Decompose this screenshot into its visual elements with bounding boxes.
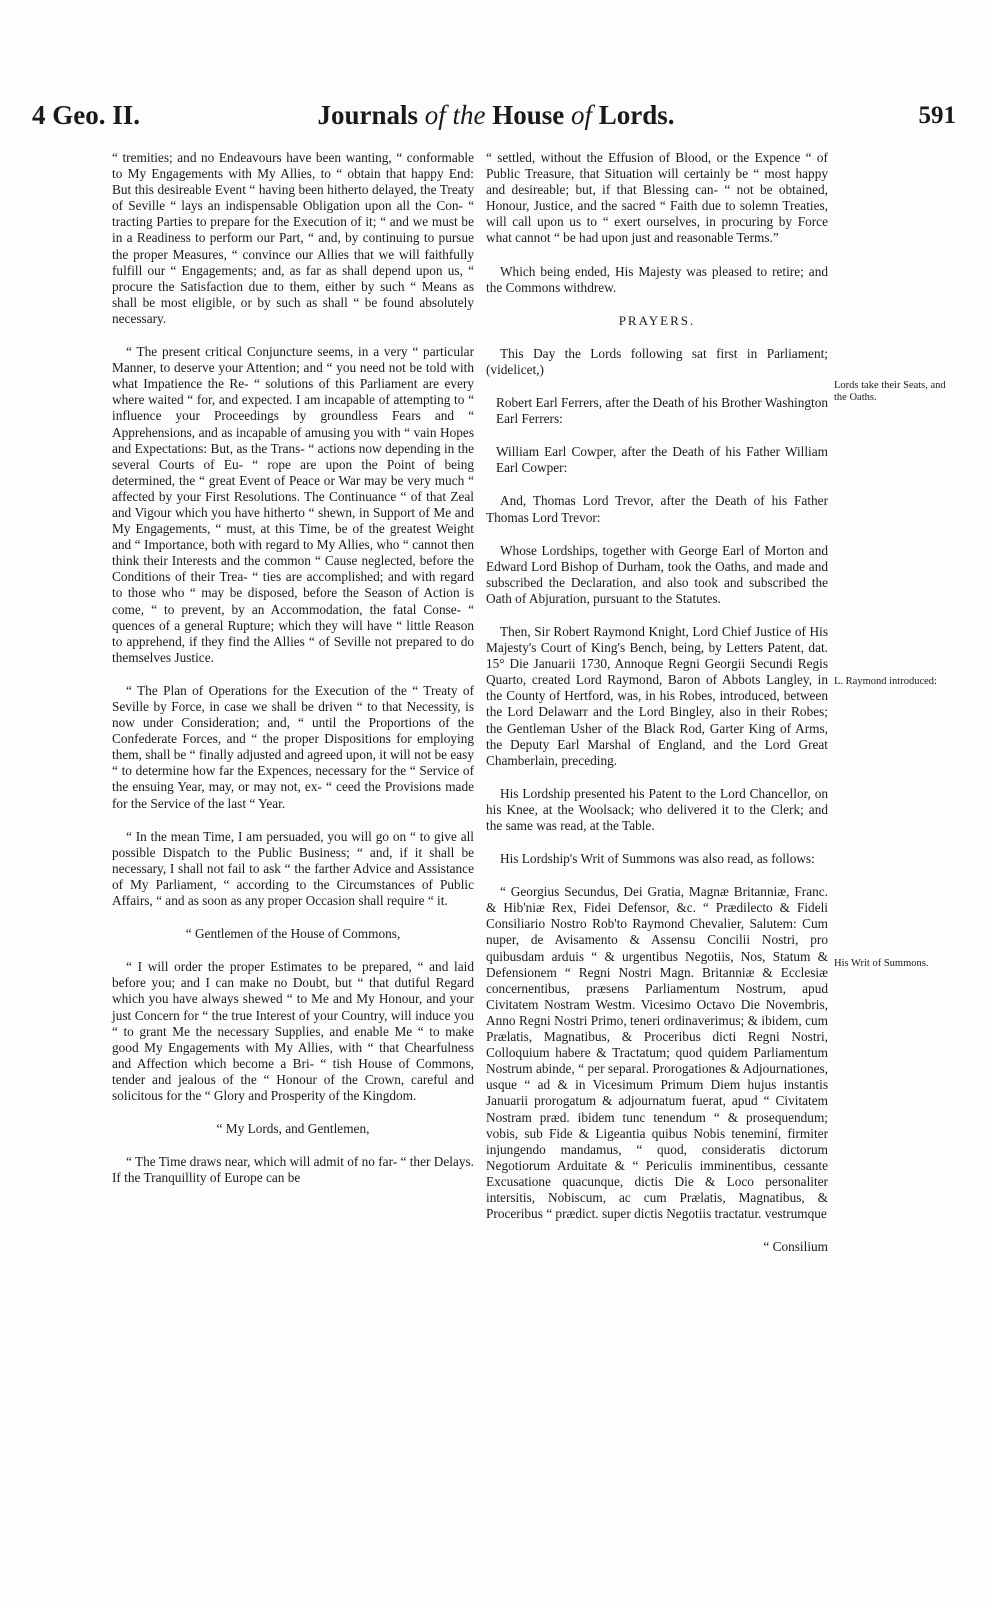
title-journals: Journals [317,100,418,130]
speech-paragraph-6: “ The Time draws near, which will admit of no far- “ ther Delays. If the Tranquillity of Europe can be [112,1154,474,1186]
margin-note-lords-take-seats: Lords take their Seats, and the Oaths. [834,380,946,403]
speech-paragraph-5: “ I will order the proper Estimates to be prepared, “ and laid before you; and I can make no Doubt, but “ that dutiful Regard which you have always shewed “ to Me and My Honour, and your just Concern for “ the true Interest of your Country, will induce you “ to grant Me the necessary Supplies, and enable Me “ to make good My Engagements with My Allies, with “ that Chearfulness and Affection which become a Bri- “ tish House of Commons, tender and jealous of the “ Honour of the Crown, careful and solicitous for the “ Glory and Prosperity of the Kingdom. [112,959,474,1103]
speech-conclusion: “ settled, without the Effusion of Blood, or the Expence “ of Public Treasure, that Situation will certainly be “ most happy and desireable; but, if that Blessing can- “ not be obtained, Honour, Justice, and the sacred “ Faith due to solemn Treaties, will call upon us to “ exert ourselves, in procuring by Force what cannot “ be had upon just and reasonable Terms.” [486,150,828,246]
speech-paragraph-3: “ The Plan of Operations for the Execution of the “ Treaty of Seville by Force, in case we shall be driven “ to that Necessity, is now under Consideration; and, “ until the Proportions of the Confederate Forces, and “ the proper Dispositions for employing them, shall be “ finally adjusted and agreed upon, it will not be easy “ to determine how far the Expences, necessary for the “ Service of the ensuing Year, may, or may not, ex- “ ceed the Provisions made for the Service of the last “ Year. [112,682,474,811]
prayers-heading: PRAYERS. [618,312,696,328]
right-column [486,150,828,1255]
raymond-introduced-paragraph: Then, Sir Robert Raymond Knight, Lord Chief Justice of His Majesty's Court of King's Bench, being, by Letters Patent, dat. 15° Die Januarii 1730, Annoque Regni Georgii Secundi Regis Quarto, created Lord Raymond, Baron of Abbots Langley, in the County of Hertford, was, in his Robes, introduced, between the Lord Delawarr and the Lord Bingley, also in their Robes; the Gentleman Usher of the Black Rod, Garter King of Arms, the Deputy Earl Marshal of England, and the Lord Great Chamberlain, preceding. [486,623,828,768]
title-lords: Lords. [598,100,675,130]
left-column [112,150,474,1203]
regnal-year: 4 Geo. II. [32,100,140,130]
title-the: the [452,100,486,130]
entry-cowper: William Earl Cowper, after the Death of his Father William Earl Cowper: [496,444,828,476]
oaths-paragraph: Whose Lordships, together with George Earl of Morton and Edward Lord Bishop of Durham, took the Oaths, and made and subscribed the Declaration, and also took and subscribed the Oath of Abjuration, pursuant to the Statutes. [486,542,828,606]
speech-paragraph-4: “ In the mean Time, I am persuaded, you will go on “ to give all possible Dispatch to the Public Business; “ and, if it shall be necessary, I shall not fail to ask “ the farther Advice and Assistance of My Parliament, “ according to the Circumstances of Public Affairs, “ and as soon as any proper Occasion shall require “ it. [112,828,474,909]
margin-note-writ-of-summons: His Writ of Summons. [834,958,929,969]
margin-note-raymond-introduced: L. Raymond introduced: [834,676,937,687]
address-lords-gentlemen: “ My Lords, and Gentlemen, [216,1121,370,1137]
page-number: 591 [918,102,956,129]
majesty-retires: Which being ended, His Majesty was pleased to retire; and the Commons withdrew. [486,263,828,295]
address-commons: “ Gentlemen of the House of Commons, [185,926,401,942]
speech-paragraph-1: “ tremities; and no Endeavours have been wanting, “ conformable to My Engagements with My Allies, to “ obtain that happy End: But this desireable Event “ having been hitherto delayed, the Treaty of Seville “ lays an indispensable Obligation upon all the Con- “ tracting Parties to prepare for the Execution of it; “ and we must be in a Readiness to perform our Part, “ and, by continuing to pursue the proper Measures, “ convince our Allies that we will faithfully fulfill our “ Engagements; and, as far as shall depend upon us, “ procure the Satisfaction due to them, either by such “ Means as shall be most eligible, or by such as shall “ be found absolutely necessary. [112,150,474,326]
catchword: “ Consilium [763,1239,828,1255]
speech-paragraph-2: “ The present critical Conjuncture seems, in a very “ particular Manner, to deserve your Attention; and “ you need not be told with what Impatience the Re- “ solutions of this Parliament are every where waited “ for, and expected. I am incapable of attempting to “ influence your Proceedings by groundless Fears and “ Apprehensions, and as incapable of amusing you with “ vain Hopes and Expectations: But, as the Trans- “ actions now depending in the several Courts of Eu- “ rope are upon the Point of being determined, the “ great Event of Peace or War may be very much “ affected by your First Resolutions. The Continuance “ of that Zeal and Vigour which you have hitherto “ shewn, in Support of Me and My Engagements, “ must, at this Time, be of the greatest Weight and “ Importance, both with regard to My Allies, who “ cannot then think their Interests and the common “ Cause neglected, before the Conditions of their Trea- “ ties are accomplished; and with regard to those who “ may be disposed, before the Season of Action is come, “ to prevent, by an Accommodation, the fatal Conse- “ quences of a general Rupture; which they will have “ little Reason to apprehend, if they find the Allies “ of Seville not prepared to do themselves Justice. [112,344,474,665]
entry-trevor: And, Thomas Lord Trevor, after the Death of his Father Thomas Lord Trevor: [486,493,828,525]
writ-read: His Lordship's Writ of Summons was also read, as follows: [500,851,815,867]
running-title [0,100,992,131]
writ-of-summons-text: “ Georgius Secundus, Dei Gratia, Magnæ Britanniæ, Franc. & Hib'niæ Rex, Fidei Defensor, &c. “ Prædilecto & Fideli Consiliario Nostro Rob'to Raymond Chevalier, Salutem: Cum nuper, de Avisamento & Assensu Concilii Nostri, pro quibusdam arduis “ & urgentibus Negotiis, Nos, Statum & Defensionem “ Regni Nostri Magn. Britanniæ & Ecclesiæ concernentibus, præsens Parliamentum Nostrum, apud Civitatem Nostram Westm. Vicesimo Octavo Die Novembris, Anno Regni Nostri Primo, teneri ordinaverimus; & ibidem, cum Prælatis, Magnatibus, & Proceribus dicti Regni Nostri, Colloquium habere & Tractatum; quod quidem Parliamentum Nostrum abinde, “ per separal. Prorogationes & Adjournationes, usque “ ad & in Vicesimum Primum Diem hujus instantis Januarii prorogatum & adjournatum fuerat, apud “ Civitatem Nostram præd. ibidem tunc tenendum “ & prosequendum; vobis, sub Fide & Ligeantia quibus Nobis teneminí, firmiter injungendo mandamus, “ quod, consideratis dictorum Negotiorum Arduitate & “ Periculis imminentibus, cessante Excusatione quacunque, dictis Die & Loco personaliter intersitis, Nobiscum, ac cum Prælatis, Magnatibus, & Proceribus “ prædict. super dictis Negotiis tractatur. vestrumque [486,884,828,1222]
lords-sat-first: This Day the Lords following sat first in Parliament; (videlicet,) [486,345,828,377]
title-house: House [492,100,565,130]
entry-ferrers: Robert Earl Ferrers, after the Death of his Brother Washington Earl Ferrers: [496,395,828,427]
patent-presented: His Lordship presented his Patent to the Lord Chancellor, on his Knee, at the Woolsack; who delivered it to the Clerk; and the same was read, at the Table. [486,785,828,833]
title-of-1: of [424,100,446,130]
page-header [0,96,992,140]
title-of-2: of [571,100,593,130]
